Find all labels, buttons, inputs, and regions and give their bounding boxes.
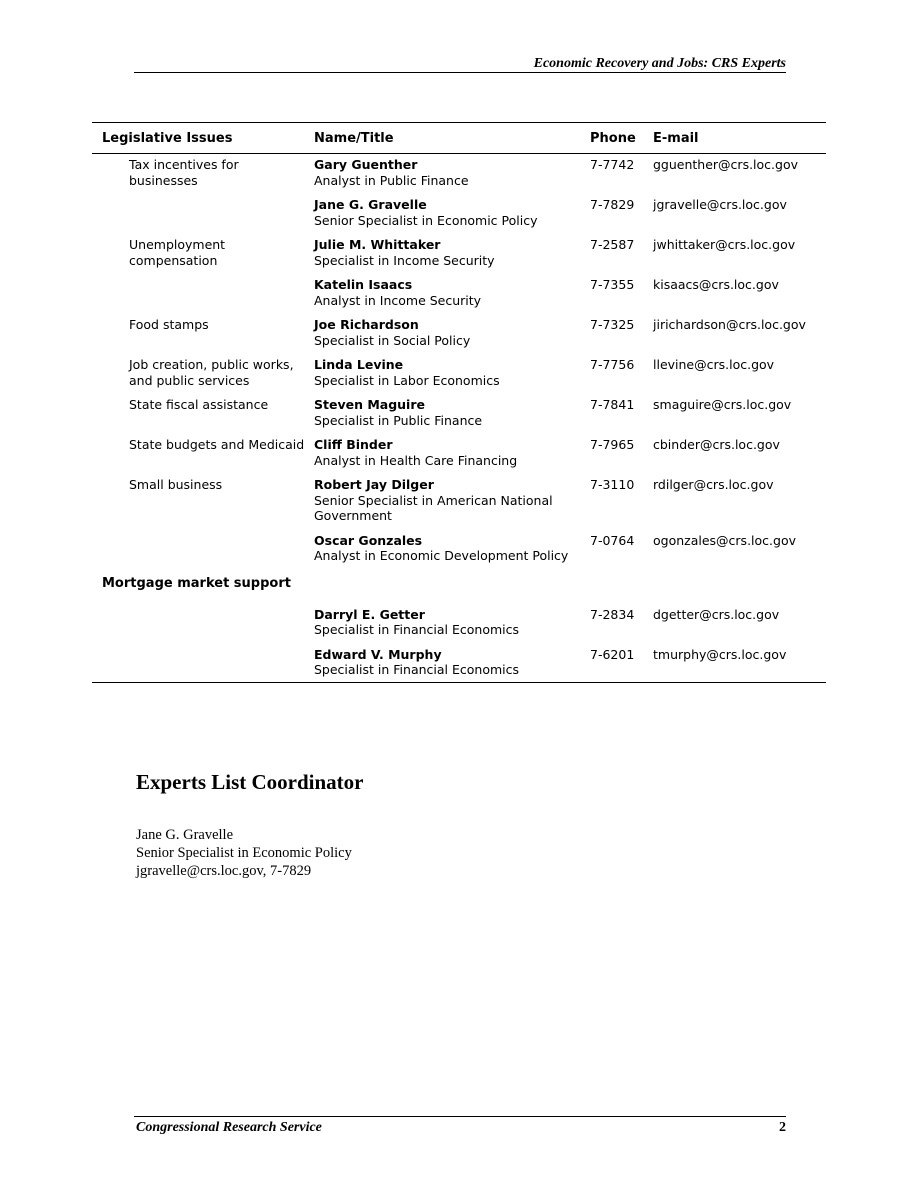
issue-cell: State fiscal assistance	[129, 397, 269, 412]
table-row	[92, 354, 826, 394]
email-cell: dgetter@crs.loc.gov	[653, 606, 780, 622]
expert-name: Steven Maguire	[314, 397, 425, 412]
expert-title: Analyst in Economic Development Policy	[314, 548, 569, 563]
name-title-cell	[314, 277, 590, 308]
email-cell: llevine@crs.loc.gov	[653, 357, 775, 372]
email-cell: rdilger@crs.loc.gov	[653, 477, 774, 492]
coordinator-heading: Experts List Coordinator	[136, 770, 364, 794]
column-header-name-title: Name/Title	[314, 130, 394, 146]
email-cell: kisaacs@crs.loc.gov	[653, 277, 779, 292]
expert-title: Senior Specialist in American National Government	[314, 492, 553, 523]
expert-name: Oscar Gonzales	[314, 532, 423, 548]
email-cell: gguenther@crs.loc.gov	[653, 157, 799, 172]
expert-title: Analyst in Public Finance	[314, 172, 469, 188]
expert-title: Specialist in Labor Economics	[314, 372, 500, 388]
table-row	[92, 434, 826, 474]
phone-cell: 7-7742	[590, 157, 635, 172]
table-row	[92, 314, 826, 354]
column-header-email: E-mail	[653, 130, 699, 146]
name-title-cell	[314, 357, 590, 388]
name-title-cell	[314, 157, 590, 188]
table-row	[92, 604, 826, 644]
table-row	[92, 644, 826, 682]
coordinator-title: Senior Specialist in Economic Policy	[136, 845, 352, 861]
email-cell: tmurphy@crs.loc.gov	[653, 646, 787, 662]
name-title-cell	[314, 477, 590, 524]
issue-cell: Small business	[129, 477, 223, 492]
expert-title: Analyst in Health Care Financing	[314, 452, 518, 468]
running-header: Economic Recovery and Jobs: CRS Experts	[533, 56, 786, 71]
expert-name: Jane G. Gravelle	[314, 197, 427, 212]
expert-name: Linda Levine	[314, 357, 404, 372]
name-title-cell	[314, 647, 590, 678]
phone-cell: 7-2587	[590, 237, 635, 252]
email-cell: cbinder@crs.loc.gov	[653, 437, 780, 452]
phone-cell: 7-7756	[590, 357, 635, 372]
email-cell: smaguire@crs.loc.gov	[653, 397, 792, 412]
email-cell: jwhittaker@crs.loc.gov	[653, 237, 796, 252]
table-row	[92, 394, 826, 434]
expert-name: Gary Guenther	[314, 157, 418, 172]
coordinator-contact: jgravelle@crs.loc.gov, 7-7829	[136, 863, 312, 879]
expert-name: Katelin Isaacs	[314, 277, 413, 292]
phone-cell: 7-2834	[590, 606, 635, 622]
name-title-cell	[314, 397, 590, 428]
email-cell: jirichardson@crs.loc.gov	[653, 317, 806, 332]
expert-title: Specialist in Financial Economics	[314, 662, 519, 677]
expert-title: Analyst in Income Security	[314, 292, 482, 308]
expert-title: Senior Specialist in Economic Policy	[314, 212, 538, 228]
coordinator-block	[136, 826, 352, 880]
name-title-cell	[314, 607, 590, 638]
expert-title: Specialist in Public Finance	[314, 412, 483, 428]
page-number: 2	[779, 1120, 786, 1135]
table-row	[92, 274, 826, 314]
table-row	[92, 154, 826, 194]
phone-cell: 7-6201	[590, 646, 635, 662]
expert-name: Robert Jay Dilger	[314, 477, 434, 492]
expert-name: Julie M. Whittaker	[314, 237, 441, 252]
expert-title: Specialist in Financial Economics	[314, 622, 519, 637]
expert-name: Cliff Binder	[314, 437, 393, 452]
footer-rule	[134, 1116, 786, 1117]
header-rule	[134, 72, 786, 73]
issue-cell: Unemployment compensation	[129, 237, 226, 268]
experts-table	[92, 122, 826, 683]
email-cell: jgravelle@crs.loc.gov	[653, 197, 787, 212]
table-row	[92, 530, 826, 570]
column-header-phone: Phone	[590, 130, 636, 146]
phone-cell: 7-0764	[590, 532, 635, 548]
phone-cell: 7-7829	[590, 197, 635, 212]
phone-cell: 7-3110	[590, 477, 635, 492]
expert-title: Specialist in Income Security	[314, 252, 495, 268]
name-title-cell	[314, 317, 590, 348]
phone-cell: 7-7355	[590, 277, 635, 292]
expert-title: Specialist in Social Policy	[314, 332, 471, 348]
name-title-cell	[314, 197, 590, 228]
name-title-cell	[314, 533, 590, 564]
name-title-cell	[314, 437, 590, 468]
phone-cell: 7-7965	[590, 437, 635, 452]
table-header-row	[92, 123, 826, 154]
issue-cell: Job creation, public works, and public services	[129, 357, 294, 388]
expert-name: Joe Richardson	[314, 317, 419, 332]
section-heading-mortgage: Mortgage market support	[102, 575, 291, 591]
table-row	[92, 194, 826, 234]
expert-name: Darryl E. Getter	[314, 606, 425, 622]
phone-cell: 7-7841	[590, 397, 635, 412]
column-header-issues: Legislative Issues	[102, 130, 233, 146]
issue-cell: State budgets and Medicaid	[129, 437, 305, 452]
phone-cell: 7-7325	[590, 317, 635, 332]
email-cell: ogonzales@crs.loc.gov	[653, 532, 796, 548]
name-title-cell	[314, 237, 590, 268]
footer-org: Congressional Research Service	[136, 1120, 322, 1135]
coordinator-name: Jane G. Gravelle	[136, 827, 234, 843]
table-row	[92, 474, 826, 530]
issue-cell: Food stamps	[129, 317, 209, 332]
issue-cell: Tax incentives for businesses	[129, 157, 239, 188]
table-row	[92, 234, 826, 274]
expert-name: Edward V. Murphy	[314, 646, 442, 662]
